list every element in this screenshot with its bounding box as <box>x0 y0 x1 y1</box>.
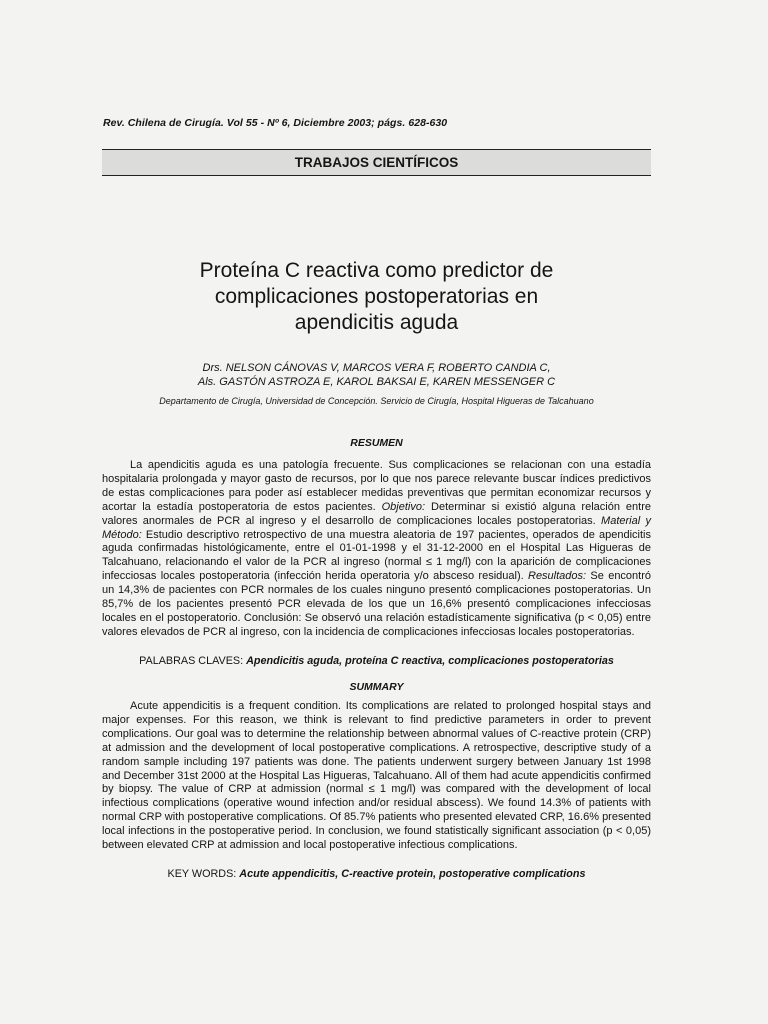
palabras-claves <box>102 655 651 667</box>
author-list <box>102 361 651 389</box>
palabras-claves-terms: Apendicitis aguda, proteína C reactiva, complicaciones postoperatorias <box>246 655 614 667</box>
affiliation: Departamento de Cirugía, Universidad de Concepción. Servicio de Cirugía, Hospital Higueras de Talcahuano <box>159 396 594 406</box>
title-line: Proteína C reactiva como predictor de <box>199 259 554 282</box>
resumen-text: La apendicitis aguda es una patología frecuente. Sus complicaciones se relacionan con una estadía hospitalaria prolongada y mayor gasto de recursos, por lo que nos parece relevante buscar índices predictivos de estas complicaciones para poder así establecer medidas preventivas que permitan economizar recursos y acortar la estadía postoperatoria de estos pacientes. <box>102 459 651 513</box>
resumen-heading: RESUMEN <box>350 437 403 449</box>
summary-body: Acute appendicitis is a frequent condition. Its complications are related to prolonged hospital stays and major expenses. For this reason, we think is relevant to find predictive parameters in order to prevent complications. Our goal was to determine the relationship between abnormal values of C-reactive protein (CRP) at admission and the development of local postoperative complications. A retrospective, descriptive study of a random sample including 197 patients was done. The patients underwent surgery between January 1st 1998 and December 31st 2000 at the Hospital Las Higueras, Talcahuano. All of them had acute appendicitis confirmed by biopsy. The value of CRP at admission (normal ≤ 1 mg/l) was compared with the development of local infectious complications (operative wound infection and/or residual abscess). We found 14.3% of patients with normal CRP with postoperative complications. Of 85.7% patients who presented elevated CRP, 16.6% presented local infections in the postoperative period. In conclusion, we found statistically significant association (p < 0,05) between elevated CRP at admission and local postoperative infectious complications. <box>102 700 651 852</box>
summary-heading: SUMMARY <box>349 681 404 693</box>
section-title: TRABAJOS CIENTÍFICOS <box>294 155 459 170</box>
authors-line: Drs. NELSON CÁNOVAS V, MARCOS VERA F, ROBERTO CANDIA C, <box>202 362 551 374</box>
key-words-label: KEY WORDS: <box>167 868 237 880</box>
article-title <box>102 258 651 336</box>
objetivo-label: Objetivo: <box>381 500 426 513</box>
key-words-terms: Acute appendicitis, C-reactive protein, postoperative complications <box>239 868 586 880</box>
resumen-text: Estudio descriptivo retrospectivo de una muestra aleatoria de 197 pacientes, operados de apendicitis aguda confirmadas histológicamente, entre el 01-01-1998 y el 31-12-2000 en el Hospital Las Higueras de Talcahuano, relacionando el valor de la PCR al ingreso (normal ≤ 1 mg/l) con la aparición de complicaciones infecciosas locales postoperatoria (infección herida operatoria y/o absceso residual). <box>102 528 651 583</box>
resumen-body <box>102 459 651 640</box>
palabras-claves-label: PALABRAS CLAVES: <box>139 655 244 667</box>
resumen-text: Determinar si existió alguna relación entre valores anormales de PCR al ingreso y el desarrollo de complicaciones locales postoperatorias. <box>102 500 651 527</box>
resultados-label: Resultados: <box>528 570 587 583</box>
metodo-label: Material y Método: <box>102 514 651 541</box>
section-banner <box>102 149 651 176</box>
authors-line: Als. GASTÓN ASTROZA E, KAROL BAKSAI E, KAREN MESSENGER C <box>197 376 556 388</box>
title-line: apendicitis aguda <box>294 311 459 334</box>
key-words <box>102 868 651 880</box>
journal-reference: Rev. Chilena de Cirugía. Vol 55 - Nº 6, Diciembre 2003; págs. 628-630 <box>103 117 448 129</box>
resumen-text: Se encontró un 14,3% de pacientes con PCR normales de los cuales ninguno presentó complicaciones postoperatorias. Un 85,7% de los pacientes presentó PCR elevada de los que un 16,6% presentó complicaciones infecciosas locales en el postoperatorio. Conclusión: Se observó una relación estadísticamente significativa (p < 0,05) entre valores elevados de PCR al ingreso, con la incidencia de complicaciones infecciosas locales postoperatorias. <box>102 570 652 638</box>
title-line: complicaciones postoperatorias en <box>214 285 539 308</box>
